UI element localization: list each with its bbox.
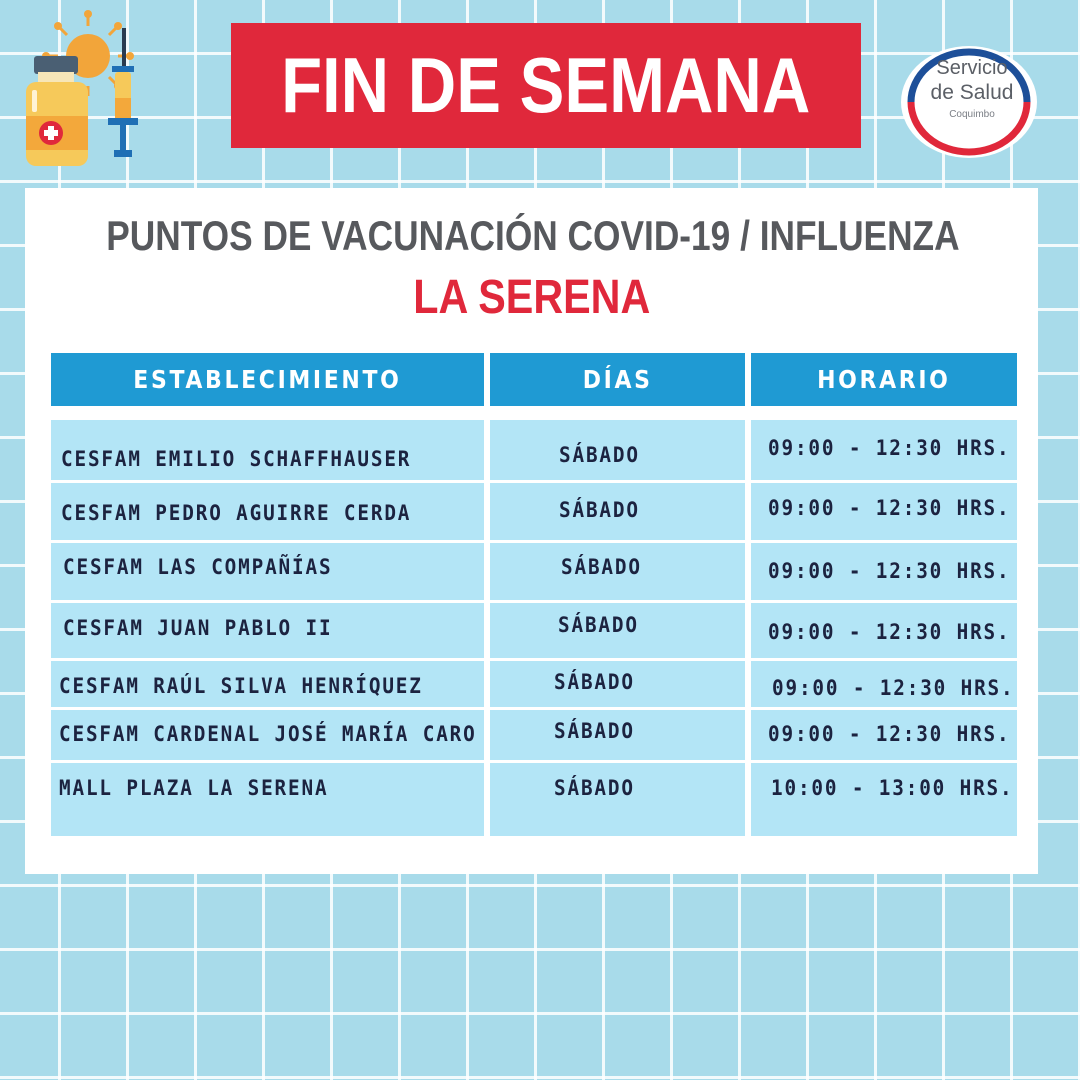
vaccine-illustration	[18, 6, 158, 171]
table-row-5-horario: 09:00 - 12:30 HRS.	[772, 676, 1015, 700]
table-row-5-establecimiento: CESFAM RAÚL SILVA HENRÍQUEZ	[59, 674, 423, 698]
table-row-2-horario: 09:00 - 12:30 HRS.	[768, 496, 1011, 520]
table-row-7-dia: SÁBADO	[554, 776, 635, 800]
table-row-2-dia: SÁBADO	[559, 498, 640, 522]
table-row-1-establecimiento: CESFAM EMILIO SCHAFFHAUSER	[61, 447, 412, 471]
table-row-3-dia: SÁBADO	[561, 555, 642, 579]
table-row-4-horario: 09:00 - 12:30 HRS.	[768, 620, 1011, 644]
column-header-establecimiento: ESTABLECIMIENTO	[51, 353, 484, 406]
banner	[231, 23, 861, 148]
page-title: PUNTOS DE VACUNACIÓN COVID-19 / INFLUENZA	[106, 212, 960, 259]
column-header-dias: DÍAS	[490, 353, 745, 406]
row-divider	[51, 480, 1017, 483]
logo-line-2: de Salud	[930, 81, 1014, 104]
table-row-7-horario: 10:00 - 13:00 HRS.	[771, 776, 1014, 800]
logo-line-1: Servicio	[936, 57, 1008, 79]
servicio-de-salud-logo	[897, 43, 1047, 165]
column-header-horario: HORARIO	[751, 353, 1017, 406]
table-row-6-establecimiento: CESFAM CARDENAL JOSÉ MARÍA CARO	[59, 722, 477, 746]
row-divider	[51, 760, 1017, 763]
table-row-4-dia: SÁBADO	[558, 613, 639, 637]
table-row-1-horario: 09:00 - 12:30 HRS.	[768, 436, 1011, 460]
city-subtitle: LA SERENA	[412, 271, 650, 324]
table-row-5-dia: SÁBADO	[554, 670, 635, 694]
table-row-1-dia: SÁBADO	[559, 443, 640, 467]
syringe-icon	[108, 28, 138, 157]
table-row-3-establecimiento: CESFAM LAS COMPAÑÍAS	[63, 555, 333, 579]
logo-line-3: Coquimbo	[949, 109, 995, 120]
row-divider	[51, 540, 1017, 543]
table-row-6-horario: 09:00 - 12:30 HRS.	[768, 722, 1011, 746]
table-row-6-dia: SÁBADO	[554, 719, 635, 743]
banner-title: FIN DE SEMANA	[281, 41, 811, 129]
table-row-7-establecimiento: MALL PLAZA LA SERENA	[59, 776, 329, 800]
row-divider	[51, 707, 1017, 710]
table-row-2-establecimiento: CESFAM PEDRO AGUIRRE CERDA	[61, 501, 412, 525]
table-row-4-establecimiento: CESFAM JUAN PABLO II	[63, 616, 333, 640]
row-divider	[51, 600, 1017, 603]
row-divider	[51, 658, 1017, 661]
table-row-3-horario: 09:00 - 12:30 HRS.	[768, 559, 1011, 583]
